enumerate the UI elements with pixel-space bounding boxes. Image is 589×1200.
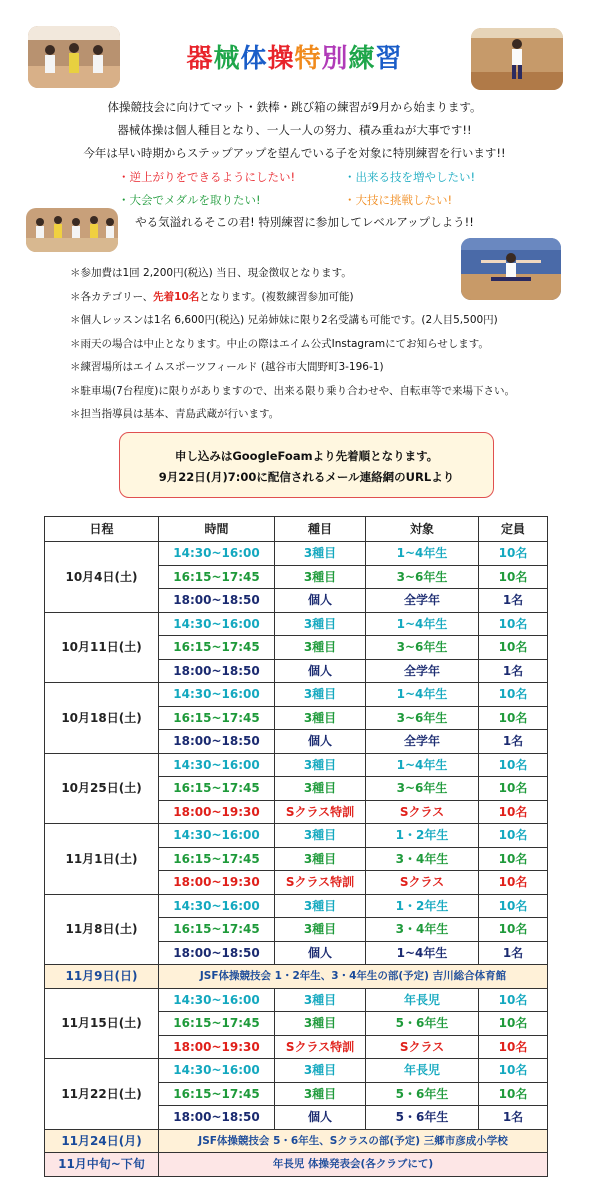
header-capacity: 定員 [479, 517, 548, 542]
session-event: 3種目 [275, 565, 366, 589]
event-row [45, 1153, 548, 1177]
session-target: 3・4年生 [366, 918, 479, 942]
session-event: 3種目 [275, 542, 366, 566]
note-rain: ＊雨天の場合は中止となります。中止の際はエイム公式Instagramにてお知らせします。 [70, 337, 489, 350]
session-target: 3~6年生 [366, 777, 479, 801]
session-time: 16:15~17:45 [159, 1012, 275, 1036]
session-time: 18:00~18:50 [159, 730, 275, 754]
session-capacity: 10名 [479, 871, 548, 895]
session-capacity: 10名 [479, 1059, 548, 1083]
session-date: 10月11日(土) [45, 612, 159, 683]
session-time: 14:30~16:00 [159, 824, 275, 848]
intro-line-1: 体操競技会に向けてマット・鉄棒・跳び箱の練習が9月から始まります。 [107, 100, 482, 114]
session-event: 個人 [275, 941, 366, 965]
session-capacity: 10名 [479, 1012, 548, 1036]
session-target: 3・4年生 [366, 847, 479, 871]
note-capacity [70, 286, 540, 310]
page-title [0, 38, 589, 75]
table-row [45, 683, 548, 707]
header-date: 日程 [45, 517, 159, 542]
session-date: 10月4日(土) [45, 542, 159, 613]
session-event: Sクラス特訓 [275, 1035, 366, 1059]
intro-line-3: 今年は早い時期からステップアップを望んでいる子を対象に特別練習を行います!! [83, 146, 506, 160]
session-date: 11月22日(土) [45, 1059, 159, 1130]
table-row [45, 612, 548, 636]
title-char: 器 [186, 44, 214, 74]
session-time: 16:15~17:45 [159, 565, 275, 589]
session-time: 14:30~16:00 [159, 542, 275, 566]
session-date: 11月1日(土) [45, 824, 159, 895]
session-capacity: 10名 [479, 683, 548, 707]
session-time: 16:15~17:45 [159, 636, 275, 660]
session-target: 5・6年生 [366, 1106, 479, 1130]
event-row [45, 965, 548, 989]
session-capacity: 1名 [479, 659, 548, 683]
session-event: 個人 [275, 659, 366, 683]
goal-more-skills: ・出来る技を増やしたい! [344, 170, 476, 184]
session-time: 16:15~17:45 [159, 847, 275, 871]
session-capacity: 10名 [479, 824, 548, 848]
note-capacity-pre: ＊各カテゴリー、 [70, 290, 154, 303]
note-coach: ＊担当指導員は基本、青島武蔵が行います。 [70, 408, 280, 420]
goal-big-skills: ・大技に挑戦したい! [344, 193, 453, 207]
session-target: 3~6年生 [366, 706, 479, 730]
event-date: 11月9日(日) [45, 965, 159, 989]
session-time: 14:30~16:00 [159, 894, 275, 918]
title-char: 別 [321, 44, 349, 74]
session-time: 18:00~18:50 [159, 589, 275, 613]
session-event: 3種目 [275, 706, 366, 730]
session-event: 3種目 [275, 824, 366, 848]
session-target: 全学年 [366, 589, 479, 613]
table-row [45, 894, 548, 918]
schedule-table [44, 516, 548, 1177]
note-fee: ＊参加費は1回 2,200円(税込) 当日、現金徴収となります。 [70, 267, 352, 279]
notes-list [70, 262, 540, 427]
session-date: 10月25日(土) [45, 753, 159, 824]
session-event: 3種目 [275, 683, 366, 707]
session-target: 1~4年生 [366, 683, 479, 707]
session-time: 16:15~17:45 [159, 777, 275, 801]
session-target: 5・6年生 [366, 1082, 479, 1106]
title-char: 特 [294, 44, 322, 74]
session-capacity: 10名 [479, 1035, 548, 1059]
note-parking: ＊駐車場(7台程度)に限りがありますので、出来る限り乗り合わせや、自転車等で来場下さい。 [70, 384, 515, 397]
table-row [45, 988, 548, 1012]
goal-backflip: ・逆上がりをできるようにしたい! [118, 170, 296, 184]
session-time: 18:00~19:30 [159, 871, 275, 895]
session-time: 18:00~18:50 [159, 1106, 275, 1130]
table-row [45, 1059, 548, 1083]
session-target: 1~4年生 [366, 941, 479, 965]
title-char: 体 [240, 44, 268, 74]
session-event: 3種目 [275, 918, 366, 942]
session-time: 18:00~19:30 [159, 1035, 275, 1059]
event-row [45, 1129, 548, 1153]
session-time: 18:00~18:50 [159, 659, 275, 683]
session-target: 1~4年生 [366, 753, 479, 777]
session-capacity: 10名 [479, 636, 548, 660]
session-time: 16:15~17:45 [159, 706, 275, 730]
session-capacity: 10名 [479, 847, 548, 871]
goal-medal: ・大会でメダルを取りたい! [118, 193, 261, 207]
session-event: 3種目 [275, 988, 366, 1012]
session-target: Sクラス [366, 800, 479, 824]
session-event: 3種目 [275, 1059, 366, 1083]
session-capacity: 10名 [479, 706, 548, 730]
session-target: 1・2年生 [366, 894, 479, 918]
session-capacity: 10名 [479, 753, 548, 777]
title-char: 械 [213, 44, 241, 74]
session-capacity: 1名 [479, 1106, 548, 1130]
schedule-header-row [45, 517, 548, 542]
session-capacity: 10名 [479, 542, 548, 566]
session-capacity: 10名 [479, 612, 548, 636]
session-capacity: 10名 [479, 918, 548, 942]
table-row [45, 824, 548, 848]
call-to-action: やる気溢れるそこの君! 特別練習に参加してレベルアップしよう!! [135, 215, 474, 229]
session-target: 3~6年生 [366, 636, 479, 660]
header-time: 時間 [159, 517, 275, 542]
session-event: 3種目 [275, 753, 366, 777]
session-time: 18:00~18:50 [159, 941, 275, 965]
session-event: 3種目 [275, 847, 366, 871]
title-char: 習 [375, 44, 403, 74]
session-event: 3種目 [275, 777, 366, 801]
session-time: 14:30~16:00 [159, 683, 275, 707]
session-time: 14:30~16:00 [159, 612, 275, 636]
session-event: 3種目 [275, 894, 366, 918]
session-event: 個人 [275, 1106, 366, 1130]
session-target: 5・6年生 [366, 1012, 479, 1036]
application-box [119, 432, 494, 498]
intro-line-2: 器械体操は個人種目となり、一人一人の努力、積み重ねが大事です!! [117, 123, 472, 137]
session-event: 3種目 [275, 1012, 366, 1036]
application-line-2: 9月22日(月)7:00に配信されるメール連絡網のURLより [158, 470, 455, 484]
session-event: 3種目 [275, 1082, 366, 1106]
note-venue: ＊練習場所はエイムスポーツフィールド (越谷市大間野町3-196-1) [70, 361, 384, 373]
session-capacity: 10名 [479, 988, 548, 1012]
session-target: 1・2年生 [366, 824, 479, 848]
table-row [45, 753, 548, 777]
session-event: 個人 [275, 589, 366, 613]
session-target: 全学年 [366, 730, 479, 754]
note-capacity-highlight: 先着10名 [153, 290, 200, 303]
session-event: 3種目 [275, 636, 366, 660]
session-capacity: 10名 [479, 800, 548, 824]
session-target: Sクラス [366, 1035, 479, 1059]
session-time: 16:15~17:45 [159, 1082, 275, 1106]
session-capacity: 10名 [479, 1082, 548, 1106]
session-target: 年長児 [366, 1059, 479, 1083]
session-target: 全学年 [366, 659, 479, 683]
note-private-lesson: ＊個人レッスンは1名 6,600円(税込) 兄弟姉妹に限り2名受講も可能です。(2人目5,500円) [70, 314, 498, 326]
session-capacity: 1名 [479, 589, 548, 613]
session-target: 年長児 [366, 988, 479, 1012]
event-description: JSF体操競技会 1・2年生、3・4年生の部(予定) 吉川総合体育館 [159, 965, 548, 989]
session-date: 11月8日(土) [45, 894, 159, 965]
session-target: 3~6年生 [366, 565, 479, 589]
header-target: 対象 [366, 517, 479, 542]
event-description: 年長児 体操発表会(各クラブにて) [159, 1153, 548, 1177]
session-capacity: 10名 [479, 777, 548, 801]
session-date: 10月18日(土) [45, 683, 159, 754]
session-capacity: 1名 [479, 941, 548, 965]
session-target: Sクラス [366, 871, 479, 895]
session-event: 個人 [275, 730, 366, 754]
session-event: Sクラス特訓 [275, 871, 366, 895]
session-capacity: 10名 [479, 565, 548, 589]
title-char: 操 [267, 44, 295, 74]
session-date: 11月15日(土) [45, 988, 159, 1059]
header-event: 種目 [275, 517, 366, 542]
session-time: 14:30~16:00 [159, 988, 275, 1012]
event-description: JSF体操競技会 5・6年生、Sクラスの部(予定) 三郷市彦成小学校 [159, 1129, 548, 1153]
session-target: 1~4年生 [366, 612, 479, 636]
session-time: 16:15~17:45 [159, 918, 275, 942]
session-time: 14:30~16:00 [159, 753, 275, 777]
session-target: 1~4年生 [366, 542, 479, 566]
title-char: 練 [348, 44, 376, 74]
note-capacity-post: となります。(複数練習参加可能) [199, 290, 354, 303]
session-time: 18:00~19:30 [159, 800, 275, 824]
session-event: Sクラス特訓 [275, 800, 366, 824]
application-line-1: 申し込みはGoogleFoamより先着順となります。 [174, 449, 439, 463]
session-capacity: 1名 [479, 730, 548, 754]
table-row [45, 542, 548, 566]
session-time: 14:30~16:00 [159, 1059, 275, 1083]
session-event: 3種目 [275, 612, 366, 636]
event-date: 11月24日(月) [45, 1129, 159, 1153]
session-capacity: 10名 [479, 894, 548, 918]
event-date: 11月中旬~下旬 [45, 1153, 159, 1177]
